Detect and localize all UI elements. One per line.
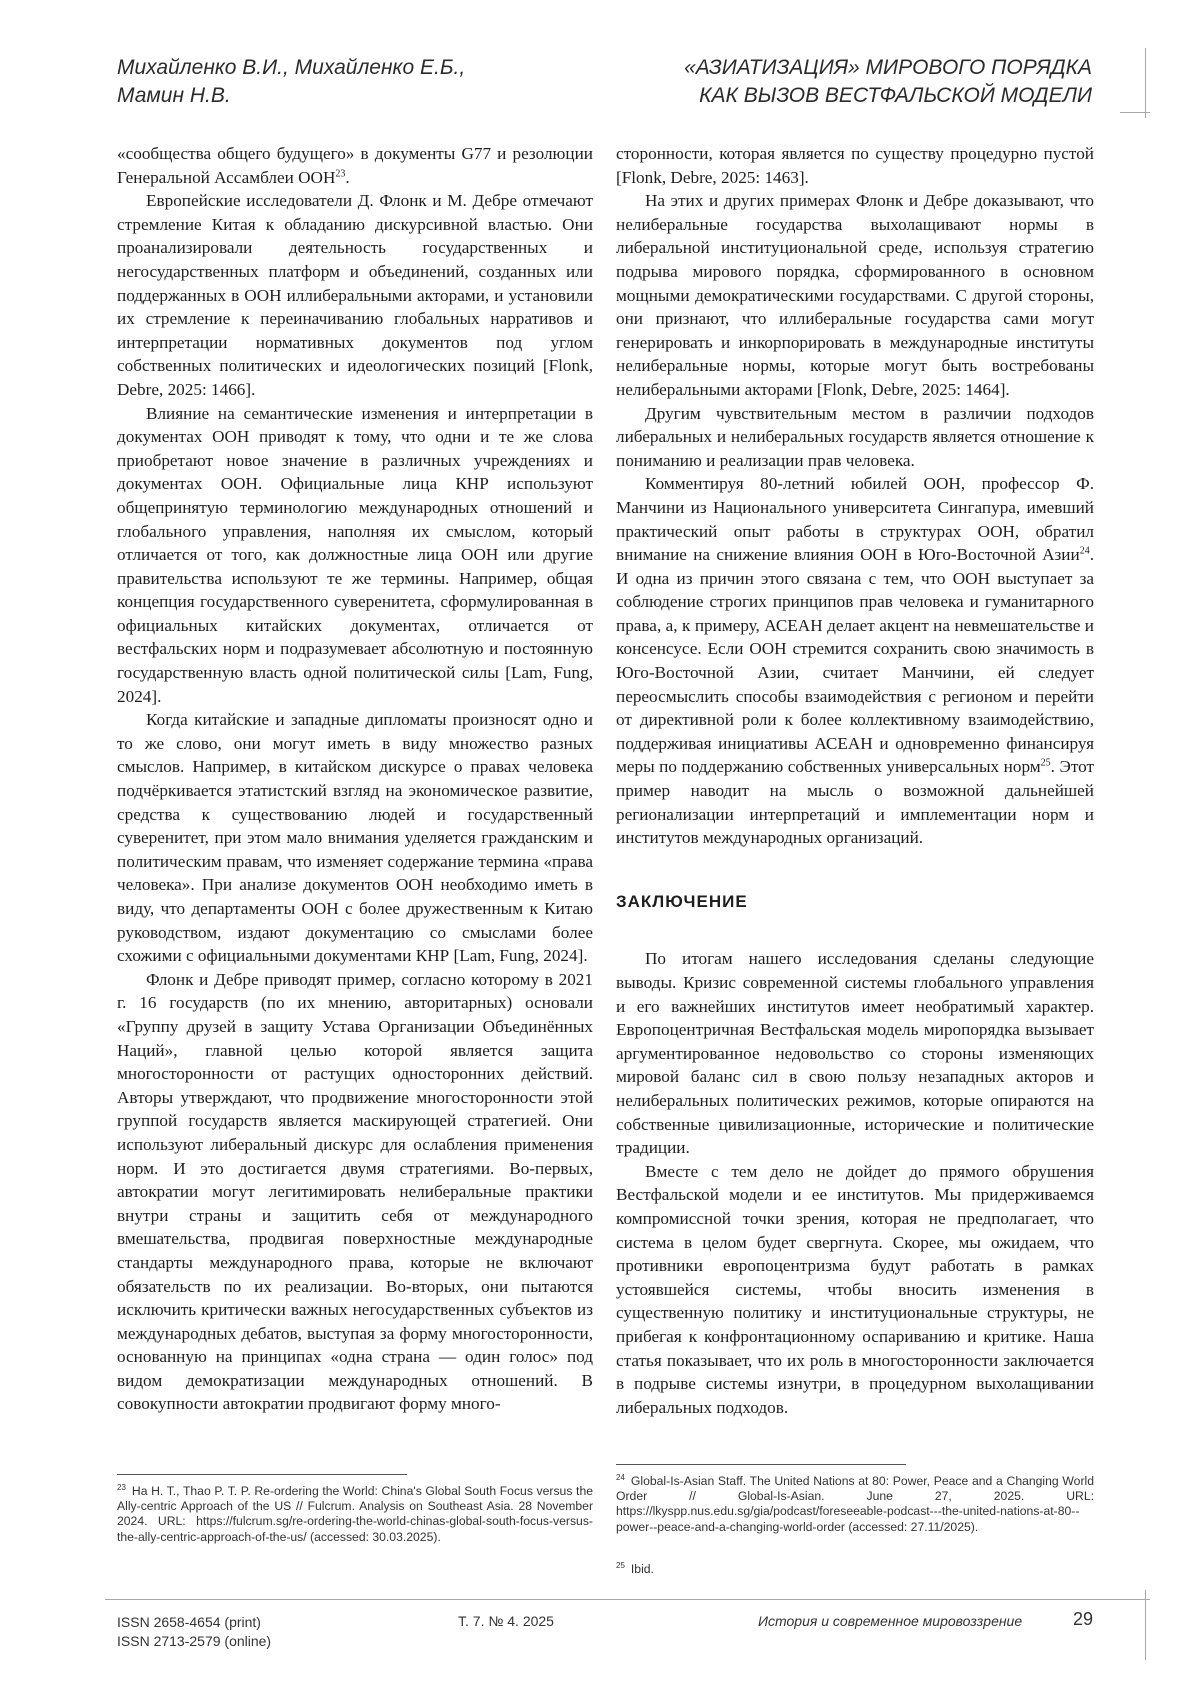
footnote-rule-right [616, 1464, 906, 1465]
header-vertical-rule [1145, 48, 1146, 118]
page-number: 29 [1073, 1609, 1094, 1629]
footnote-number: 24 [616, 1473, 625, 1482]
footnote-number: 23 [117, 1483, 126, 1492]
title-line-2: КАК ВЫЗОВ ВЕСТФАЛЬСКОЙ МОДЕЛИ [699, 84, 1092, 107]
paragraph: Флонк и Дебре приводят пример, согласно которому в 2021 г. 16 государств (по их мнению, авторитарных) основали «Группу друзей в защиту Устава Организации Объединённых Наций», главной целью которой является защита многосторонности от растущих односторонних действий. Авторы утверждают, что продвижение многосторонности этой группой государств является маскирующей стратегией. Они используют либеральный дискурс для ослабления применения норм. И это достигается двумя стратегиями. Во-первых, автократии могут легитимировать нелиберальные практики внутри страны и защитить себя от международного вмешательства, продвигая поверхностные международные стандарты международного права, которые не включают обязательств по их реализации. Во-вторых, они пытаются исключить критически важных негосударственных субъектов из международных дебатов, выступая за форму многосторонности, основанную на принципах «одна страна — один голос» под видом демократизации международных отношений. В совокупности автократии продвигают форму много- [117, 969, 593, 1414]
paragraph: Европейские исследователи Д. Флонк и М. Дебре отмечают стремление Китая к обладанию дискурсивной властью. Они проанализировали деятельность государственных и негосударственных платформ и объединений, созданных или поддержанных в ООН иллиберальными акторами, и установили их стремление к переиначиванию глобальных нарративов и интерпретации нормативных документов под углом собственных политических и идеологических позиций [Flonk, Debre, 2025: 1466]. [117, 191, 593, 399]
header-horizontal-rule [1120, 112, 1150, 113]
running-header-title [684, 54, 1092, 110]
paragraph: Комментируя 80-летний юбилей ООН, профессор Ф. Манчини из Национального университета Сингапура, имевший практический опыт работы в структурах ООН, обратил внимание на снижение влияния ООН в Юго-Восточной Азии$^{24}$. И одна из причин этого связана с тем, что ООН выступает за соблюдение строгих принципов прав человека и гуманитарного права, а, к примеру, АСЕАН делает акцент на невмешательстве и консенсусе. Если ООН стремится сохранить свою значимость в Юго-Восточной Азии, считает Манчини, ей следует переосмыслить способы взаимодействия с регионом и перейти от директивной роли к более коллективному взаимодействию, поддерживая инициативы АСЕАН и одновременно финансируя меры по поддержанию собственных универсальных норм$^{25}$. Этот пример наводит на мысль о возможной дальнейшей регионализации интерпретаций и имплементации норм и институтов международных организаций. [616, 474, 1094, 848]
left-column [117, 142, 593, 1416]
footnote-23 [117, 1480, 593, 1545]
footnote-rule-left [117, 1474, 407, 1475]
footnote-text: Ha H. T., Thao P. T. P. Re-ordering the World: China's Global South Focus versus the Ally-centric Approach of the US // Fulcrum. Analysis on Southeast Asia. 28 November 2024. URL: https://fulcrum.sg/re-ordering-the-world-chinas-global-south-focus-versus-the-ally-centric-approach-of-the-us/ (accessed: 30.03.2025). [117, 1484, 593, 1544]
footer-issn [117, 1613, 271, 1651]
footnote-text: Global-Is-Asian Staff. The United Nations at 80: Power, Peace and a Changing World Order // Global-Is-Asian. June 27, 2025. URL: https://lkyspp.nus.edu.sg/gia/podcast/foreseeable-podcast---the-united-nations-at-80--power--peace-and-a-changing-world-order (accessed: 27.11/2025). [616, 1474, 1094, 1534]
paragraph: Когда китайские и западные дипломаты произносят одно и то же слово, они могут иметь в виду множество разных смыслов. Например, в китайском дискурсе о правах человека подчёркивается этатистский взгляд на экономическое развитие, средства к существованию людей и государственный суверенитет, при этом мало внимания уделяется гражданским и политическим правам, что изменяет содержание термина «права человека». При анализе документов ООН необходимо иметь в виду, что департаменты ООН с более дружественным к Китаю руководством, издают документацию со смыслами более схожими с официальными документами КНР [Lam, Fung, 2024]. [117, 710, 593, 966]
authors-line-2: Мамин Н.В. [117, 84, 231, 107]
footnote-ref-25[interactable]: 25 [1040, 757, 1051, 769]
paragraph: Вместе с тем дело не дойдет до прямого обрушения Вестфальской модели и ее институтов. Мы придерживаемся компромиссной точки зрения, которая не предполагает, что система в целом будет свергнута. Скорее, мы ожидаем, что противники европоцентризма будут работать в рамках устоявшейся системы, чтобы вносить изменения в существенную политику и институциональные структуры, не прибегая к конфронтационному оспариванию и критике. Наша статья показывает, что их роль в многосторонности заключается в подрыве системы изнутри, в процедурном выхолащивании либеральных подходов. [616, 1161, 1094, 1417]
footnote-ref-23[interactable]: 23 [335, 167, 346, 179]
footer-vertical-rule [1145, 1590, 1146, 1660]
footnote-ref-24[interactable]: 24 [1079, 545, 1090, 557]
running-header-authors [117, 54, 465, 110]
footer-rule [105, 1599, 1150, 1600]
paragraph: Другим чувствительным местом в различии подходов либеральных и нелиберальных государств является отношение к пониманию и реализации прав человека. [616, 403, 1094, 470]
footnote-number: 25 [616, 1561, 625, 1570]
right-column [616, 142, 1094, 1419]
authors-line-1: Михайленко В.И., Михайленко Е.Б., [117, 56, 466, 79]
footnote-text: Ibid. [630, 1562, 654, 1577]
paragraph: «сообщества общего будущего» в документы G77 и резолюции Генеральной Ассамблеи ООН$^{23}$. [117, 144, 593, 187]
footer-volume: Т. 7. № 4. 2025 [458, 1613, 554, 1629]
paragraph: По итогам нашего исследования сделаны следующие выводы. Кризис современной системы глобального управления и его важнейших институтов имеет необратимый характер. Европоцентричная Вестфальская модель миропорядка вызывает аргументированное недовольство со стороны изменяющих мировой баланс сил в свою пользу незападных акторов и нелиберальных политических режимов, которые опираются на собственные цивилизационные, исторические и политические традиции. [616, 949, 1094, 1158]
paragraph: На этих и других примерах Флонк и Дебре доказывают, что нелиберальные государства выхолащивают нормы в либеральной институциональной среде, используя стратегию подрыва мирового порядка, сформированного в основном мощными демократическими государствами. С другой стороны, они признают, что иллиберальные государства сами могут генерировать и инкорпорировать в международные институты нелиберальные нормы, которые могут быть востребованы нелиберальными акторами [Flonk, Debre, 2025: 1464]. [616, 191, 1094, 399]
issn-online: ISSN 2713-2579 (online) [117, 1633, 272, 1649]
paragraph: Влияние на семантические изменения и интерпретации в документах ООН приводят к тому, что одни и те же слова приобретают новое значение в различных учреждениях и документах ООН. Официальные лица КНР используют общепринятую терминологию международных отношений и глобального управления, наполняя их смыслом, который отличается от того, как должностные лица ООН или другие правительства используют те же термины. Например, общая концепция государственного суверенитета, сформулированная в официальных китайских документах, отличается от вестфальских норм и подразумевает абсолютную и постоянную государственную власть одной политической силы [Lam, Fung, 2024]. [117, 403, 593, 706]
footnote-25 [616, 1558, 1094, 1577]
section-heading: ЗАКЛЮЧЕНИЕ [616, 891, 748, 911]
paragraph: сторонности, которая является по существу процедурно пустой [Flonk, Debre, 2025: 1463]. [616, 144, 1094, 187]
footnote-24 [616, 1470, 1094, 1535]
title-line-1: «АЗИАТИЗАЦИЯ» МИРОВОГО ПОРЯДКА [684, 56, 1092, 79]
issn-print: ISSN 2658-4654 (print) [117, 1614, 261, 1630]
footer-journal-name: История и современное мировоззрение [758, 1613, 1023, 1629]
